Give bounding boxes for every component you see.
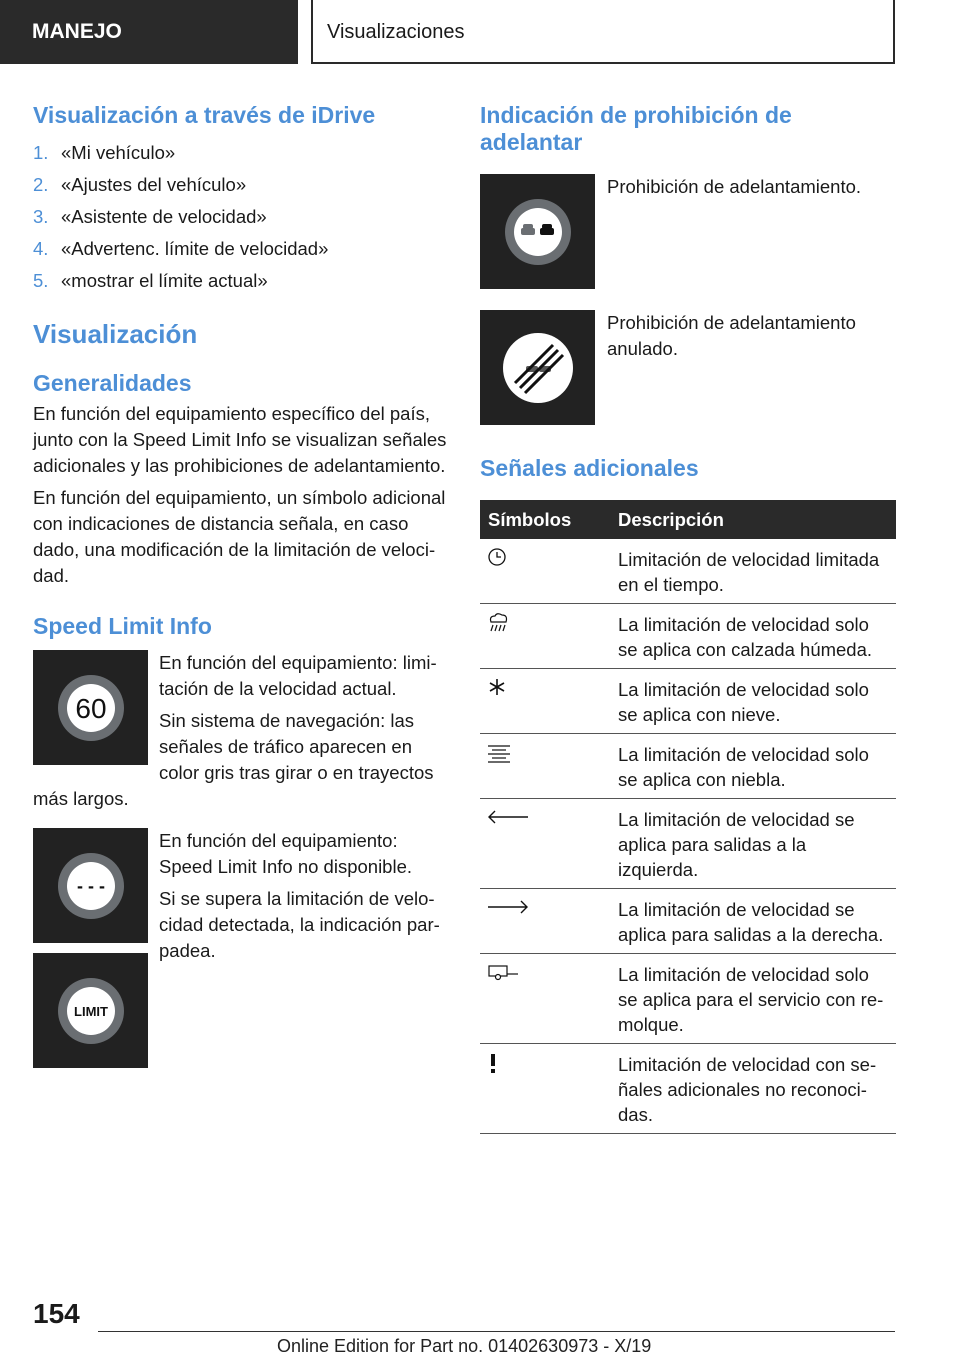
right-column — [480, 102, 896, 1134]
header-chapter: Visualizaciones — [311, 0, 895, 64]
snowflake-icon — [486, 680, 508, 701]
step-text: «Asistente de velocidad» — [61, 206, 267, 227]
rain-icon — [486, 617, 510, 638]
clock-icon — [486, 550, 508, 571]
exclamation-icon — [486, 1057, 500, 1078]
row-description: La limitación de velocidad se aplica para salidas a la derecha. — [614, 889, 896, 954]
step-number: 5. — [33, 270, 49, 291]
sli-paragraph-2: Sin sistema de navegación: las señales de tráfico aparecen en color gris tras girar o en trayectos — [159, 710, 434, 783]
row-description: La limitación de velocidad se aplica para salidas a la izquierda. — [614, 799, 896, 889]
step-number: 3. — [33, 206, 49, 227]
table-row — [480, 799, 896, 889]
table-row — [480, 889, 896, 954]
row-description: Limitación de velocidad limitada en el tiempo. — [614, 539, 896, 604]
step-number: 1. — [33, 142, 49, 163]
idrive-steps — [33, 137, 447, 297]
table-row — [480, 954, 896, 1044]
table-row — [480, 734, 896, 799]
step-number: 2. — [33, 174, 49, 195]
sli-paragraph-1: En función del equipamiento: limitación de la velocidad actual. — [159, 652, 437, 699]
trailer-icon — [486, 965, 520, 986]
additional-signs-table — [480, 500, 896, 1134]
sli-heading: Speed Limit Info — [33, 613, 212, 639]
svg-text:LIMIT: LIMIT — [73, 1003, 108, 1019]
left-column — [33, 102, 447, 1068]
sli-paragraph-2-end: más largos. — [33, 788, 129, 809]
step-number: 4. — [33, 238, 49, 259]
display-heading: Visualización — [33, 319, 198, 349]
table-row — [480, 669, 896, 734]
svg-text:60: 60 — [74, 692, 107, 724]
sli-paragraph-4: Si se supera la limitación de velocidad detectada, la indicación parpadea. — [159, 888, 440, 961]
arrow-left-icon — [486, 810, 530, 831]
list-item — [33, 137, 447, 169]
list-item — [33, 169, 447, 201]
overtake-cancelled-text: Prohibición de adelantamiento anulado. — [607, 312, 856, 359]
row-description: La limitación de velocidad solo se aplica con calzada húmeda. — [614, 604, 896, 669]
sli-text-1 — [159, 650, 447, 786]
col-description-header: Descripción — [614, 500, 896, 539]
step-text: «mostrar el límite actual» — [61, 270, 268, 291]
table-row — [480, 1044, 896, 1134]
general-paragraph-2: En función del equipamiento, un símbolo adicional con indicaciones de distancia señala, en caso dado, una modificación de la limitación de velocidad. — [33, 487, 446, 586]
overtake-cancelled-row — [480, 310, 896, 425]
step-text: «Ajustes del vehículo» — [61, 174, 247, 195]
step-text: «Advertenc. límite de velocidad» — [61, 238, 329, 259]
edition-note: Online Edition for Part no. 01402630973 - X/19 — [277, 1336, 652, 1356]
sli-paragraph-3: En función del equipamiento: Speed Limit Info no disponible. — [159, 830, 413, 877]
sli-block-1 — [33, 650, 447, 786]
speed-60-sign — [33, 650, 148, 765]
list-item — [33, 201, 447, 233]
additional-heading: Señales adicionales — [480, 455, 699, 481]
fog-icon — [486, 747, 512, 768]
sli-block-2 — [33, 828, 447, 1068]
step-text: «Mi vehículo» — [61, 142, 176, 163]
list-item — [33, 233, 447, 265]
col-symbols-header: Símbolos — [480, 500, 614, 539]
general-heading: Generalidades — [33, 370, 192, 396]
row-description: La limitación de velocidad solo se aplica con niebla. — [614, 734, 896, 799]
row-description: Limitación de velocidad con señales adicionales no reconocidas. — [614, 1044, 896, 1134]
no-overtake-sign — [480, 174, 595, 289]
table-row — [480, 604, 896, 669]
sli-text-2 — [159, 828, 447, 1068]
row-description: La limitación de velocidad solo se aplica con nieve. — [614, 669, 896, 734]
no-overtake-row — [480, 174, 896, 289]
sli-sign-stack — [33, 828, 148, 1068]
svg-text:- - -: - - - — [76, 875, 105, 896]
table-row — [480, 539, 896, 604]
idrive-heading: Visualización a través de iDrive — [33, 102, 376, 128]
speed-unavailable-sign — [33, 828, 148, 943]
page-number: 154 — [33, 1298, 80, 1329]
overtaking-heading: Indicación de prohibición de adelantar — [480, 102, 792, 155]
list-item — [33, 265, 447, 297]
row-description: La limitación de velocidad solo se aplica para el servicio con remolque. — [614, 954, 896, 1044]
arrow-right-icon — [486, 900, 530, 921]
general-paragraph-1: En función del equipamiento específico del país, junto con la Speed Limit Info se visualizan señales adicionales y las prohibiciones de adelantamiento. — [33, 403, 447, 476]
overtake-cancelled-sign — [480, 310, 595, 425]
no-overtake-text: Prohibición de adelantamiento. — [607, 176, 862, 197]
footer-divider — [98, 1331, 895, 1332]
limit-sign — [33, 953, 148, 1068]
header-section: MANEJO — [0, 0, 298, 64]
